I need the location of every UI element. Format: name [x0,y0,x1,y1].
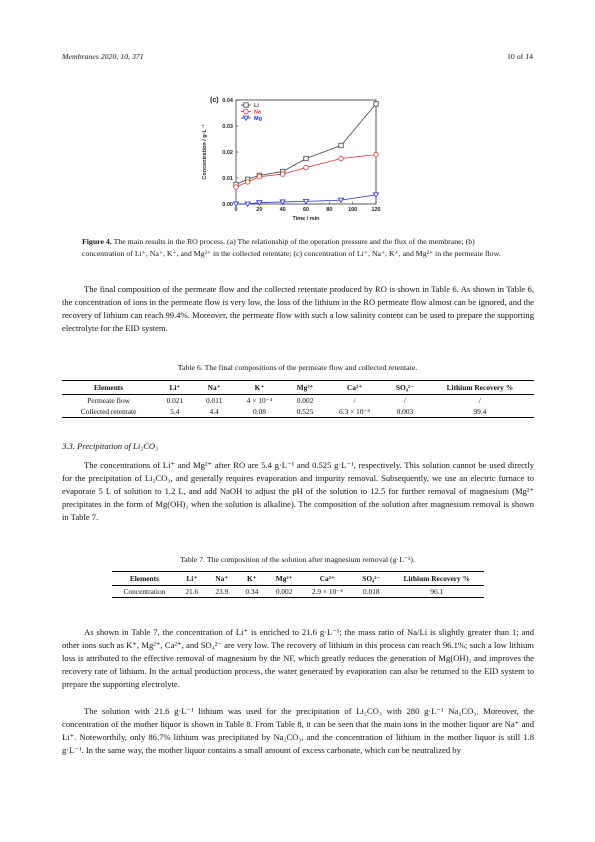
table-cell: 0.34 [245,587,259,596]
column-header: SO₄²⁻ [362,574,381,583]
x-axis-label: Time / min [292,216,320,222]
table-cell: 5.4 [170,407,180,416]
table-cell: 0.018 [363,587,380,596]
table-6-caption: Table 6. The final compositions of the permeate flow and collected retentate. [177,363,418,372]
table-cell: 0.08 [252,407,266,416]
column-header: Lithium Recovery % [446,383,514,392]
legend-label-mg: Mg [254,116,262,122]
journal-header: Membranes 2020, 10, 371 [62,52,144,61]
table-row [112,586,484,598]
paragraph-table6-intro: The final composition of the permeate flow and the collected retentate produced by RO is shown in Table 6. As shown in Table 6, the concentration of ions in the permeate flow is very low, the loss of the lithium in the RO permeate flow almost can be ignored, and the recovery of lithium can reach 99.4%. Moreover, the permeate flow with such a low salinity content can be used to prepare the supporting electrolyte for the EID system. [62,284,534,334]
table-cell: 96.1 [430,587,444,596]
table-cell: Permeate flow [87,396,131,405]
y-tick-label: 0.00 [222,202,233,208]
data-point-na [245,180,250,185]
column-header: Mg²⁺ [296,383,314,392]
x-tick-label: 20 [256,207,263,213]
table-7 [112,571,484,598]
legend-marker [244,103,248,107]
figure-4-chart [190,88,400,230]
figure-4-label: Figure 4. [82,237,112,246]
column-header: Elements [129,574,159,583]
data-point-na [339,156,344,161]
legend-marker [244,109,249,114]
table-cell: 2.9 × 10⁻⁴ [311,587,343,596]
table-cell: 0.011 [205,396,223,405]
data-point-na [280,172,285,177]
concentration-line-chart [190,88,400,230]
table-7-container [112,571,484,598]
x-tick-label: 120 [371,207,381,213]
x-tick-label: 60 [302,207,310,213]
y-tick-label: 0.02 [222,150,233,156]
section-heading: 3.3. Precipitation of Li₂CO₃ [62,441,159,451]
column-header: Elements [94,383,124,392]
table-cell: / [353,396,356,405]
table-cell: 99.4 [473,407,487,416]
data-point-li [304,156,308,160]
panel-label: (c) [210,97,219,104]
table-cell: 21.6 [185,587,199,596]
table-cell: / [403,396,406,405]
data-point-na [304,165,309,170]
table-row [62,395,534,407]
column-header: Na⁺ [215,574,229,583]
column-header: Ca²⁺ [319,574,335,583]
table-cell: 0.021 [166,396,184,405]
x-tick-label: 40 [279,207,286,213]
page-number: 10 of 14 [507,52,533,61]
table-row [62,406,534,418]
table-6 [62,380,534,418]
data-point-na [374,152,379,157]
column-header: K⁺ [246,574,257,583]
table-cell: 23.9 [215,587,229,596]
paragraph-precipitation: The concentrations of Li⁺ and Mg²⁺ after RO are 5.4 g·L⁻¹ and 0.525 g·L⁻¹, respectively. This solution cannot be used directly for the precipitation of Li₂CO₃, and generally requires evaporation and impurity removal. Subsequently, we use an electric furnace to evaporate 5 L of solution to 1.2 L, and add NaOH to adjust the pH of the solution to 12.5 for further removal of magnesium (Mg²⁺ precipitates in the form of Mg(OH)₂ when the solution is alkaline). The composition of the solution after magnesium removal is shown in Table 7. [62,460,534,523]
column-header: Ca²⁺ [346,383,363,392]
x-tick-label: 80 [326,207,333,213]
table-cell: 4 × 10⁻⁴ [246,396,273,405]
table-cell: 0.002 [296,396,314,405]
legend-label-li: Li [254,103,259,109]
data-point-na [234,185,239,190]
x-tick-label: 100 [348,207,358,213]
column-header: Mg²⁺ [275,574,293,583]
table-cell: Collected retentate [80,407,137,416]
y-tick-label: 0.03 [222,124,233,130]
legend-label-na: Na [254,109,262,116]
table-cell: 4.4 [209,407,219,416]
table-cell: Concentration [123,587,166,596]
data-point-li [374,102,378,106]
y-axis-label: Concentration / g·L⁻¹ [202,124,208,180]
data-point-li [339,143,343,147]
data-point-na [257,174,262,179]
table-cell: / [478,396,481,405]
column-header: Li⁺ [186,574,198,583]
y-tick-label: 0.01 [222,176,233,182]
figure-4-caption-text: The main results in the RO process. (a) The relationship of the operation pressure and the flux of the membrane; (b) concentration of Li⁺, Na⁺, K⁺, and Mg²⁺ in the collected retentate; (c) concentration of Li⁺, Na⁺, K⁺, and Mg²⁺ in the permeate flow. [82,237,501,258]
table-cell: 0.002 [275,587,293,596]
table-6-container [62,380,534,418]
column-header: Na⁺ [207,383,221,392]
column-header: SO₄²⁻ [395,383,415,392]
paragraph-li2co3-precipitation: The solution with 21.6 g·L⁻¹ lithium was used for the precipitation of Li₂CO₃ with 280 g·L⁻¹ Na₂CO₃. Moreover, the concentration of the mother liquor is shown in Table 8. From Table 8, it can be seen that the main ions in the mother liquor are Na⁺ and Li⁺. Noteworthily, only 86.7% lithium was precipitated by Na₂CO₃, and the concentration of lithium in the mother liquor is still 1.8 g·L⁻¹. In the same way, the mother liquor contains a small amount of excess carbonate, which can be neutralized by [62,706,534,756]
table-cell: 0.003 [396,407,414,416]
y-tick-label: 0.04 [222,98,233,104]
column-header: K⁺ [254,383,265,392]
paragraph-table7-discussion: As shown in Table 7, the concentration of Li⁺ is enriched to 21.6 g·L⁻¹; the mass ratio of Na/Li is slightly greater than 1; and other ions such as K⁺, Mg²⁺, Ca²⁺, and SO₄²⁻ are very low. The recovery of lithium in this process can reach 96.1%; such a low lithium loss is attributed to the effective removal of magnesium by the NF, which greatly reduces the generation of Mg(OH)₂ and improves the recovery rate of lithium. In the actual production process, the water generated by evaporation can also be returned to the EID system to prepare the supporting electrolyte. [62,627,534,690]
column-header: Lithium Recovery % [403,574,470,583]
column-header: Li⁺ [169,383,181,392]
table-cell: 6.3 × 10⁻⁴ [339,407,371,416]
table-7-caption: Table 7. The composition of the solution after magnesium removal (g·L⁻¹). [180,555,415,564]
table-cell: 0.525 [296,407,314,416]
x-tick-label: 0 [234,207,238,213]
figure-4-caption [82,236,512,259]
